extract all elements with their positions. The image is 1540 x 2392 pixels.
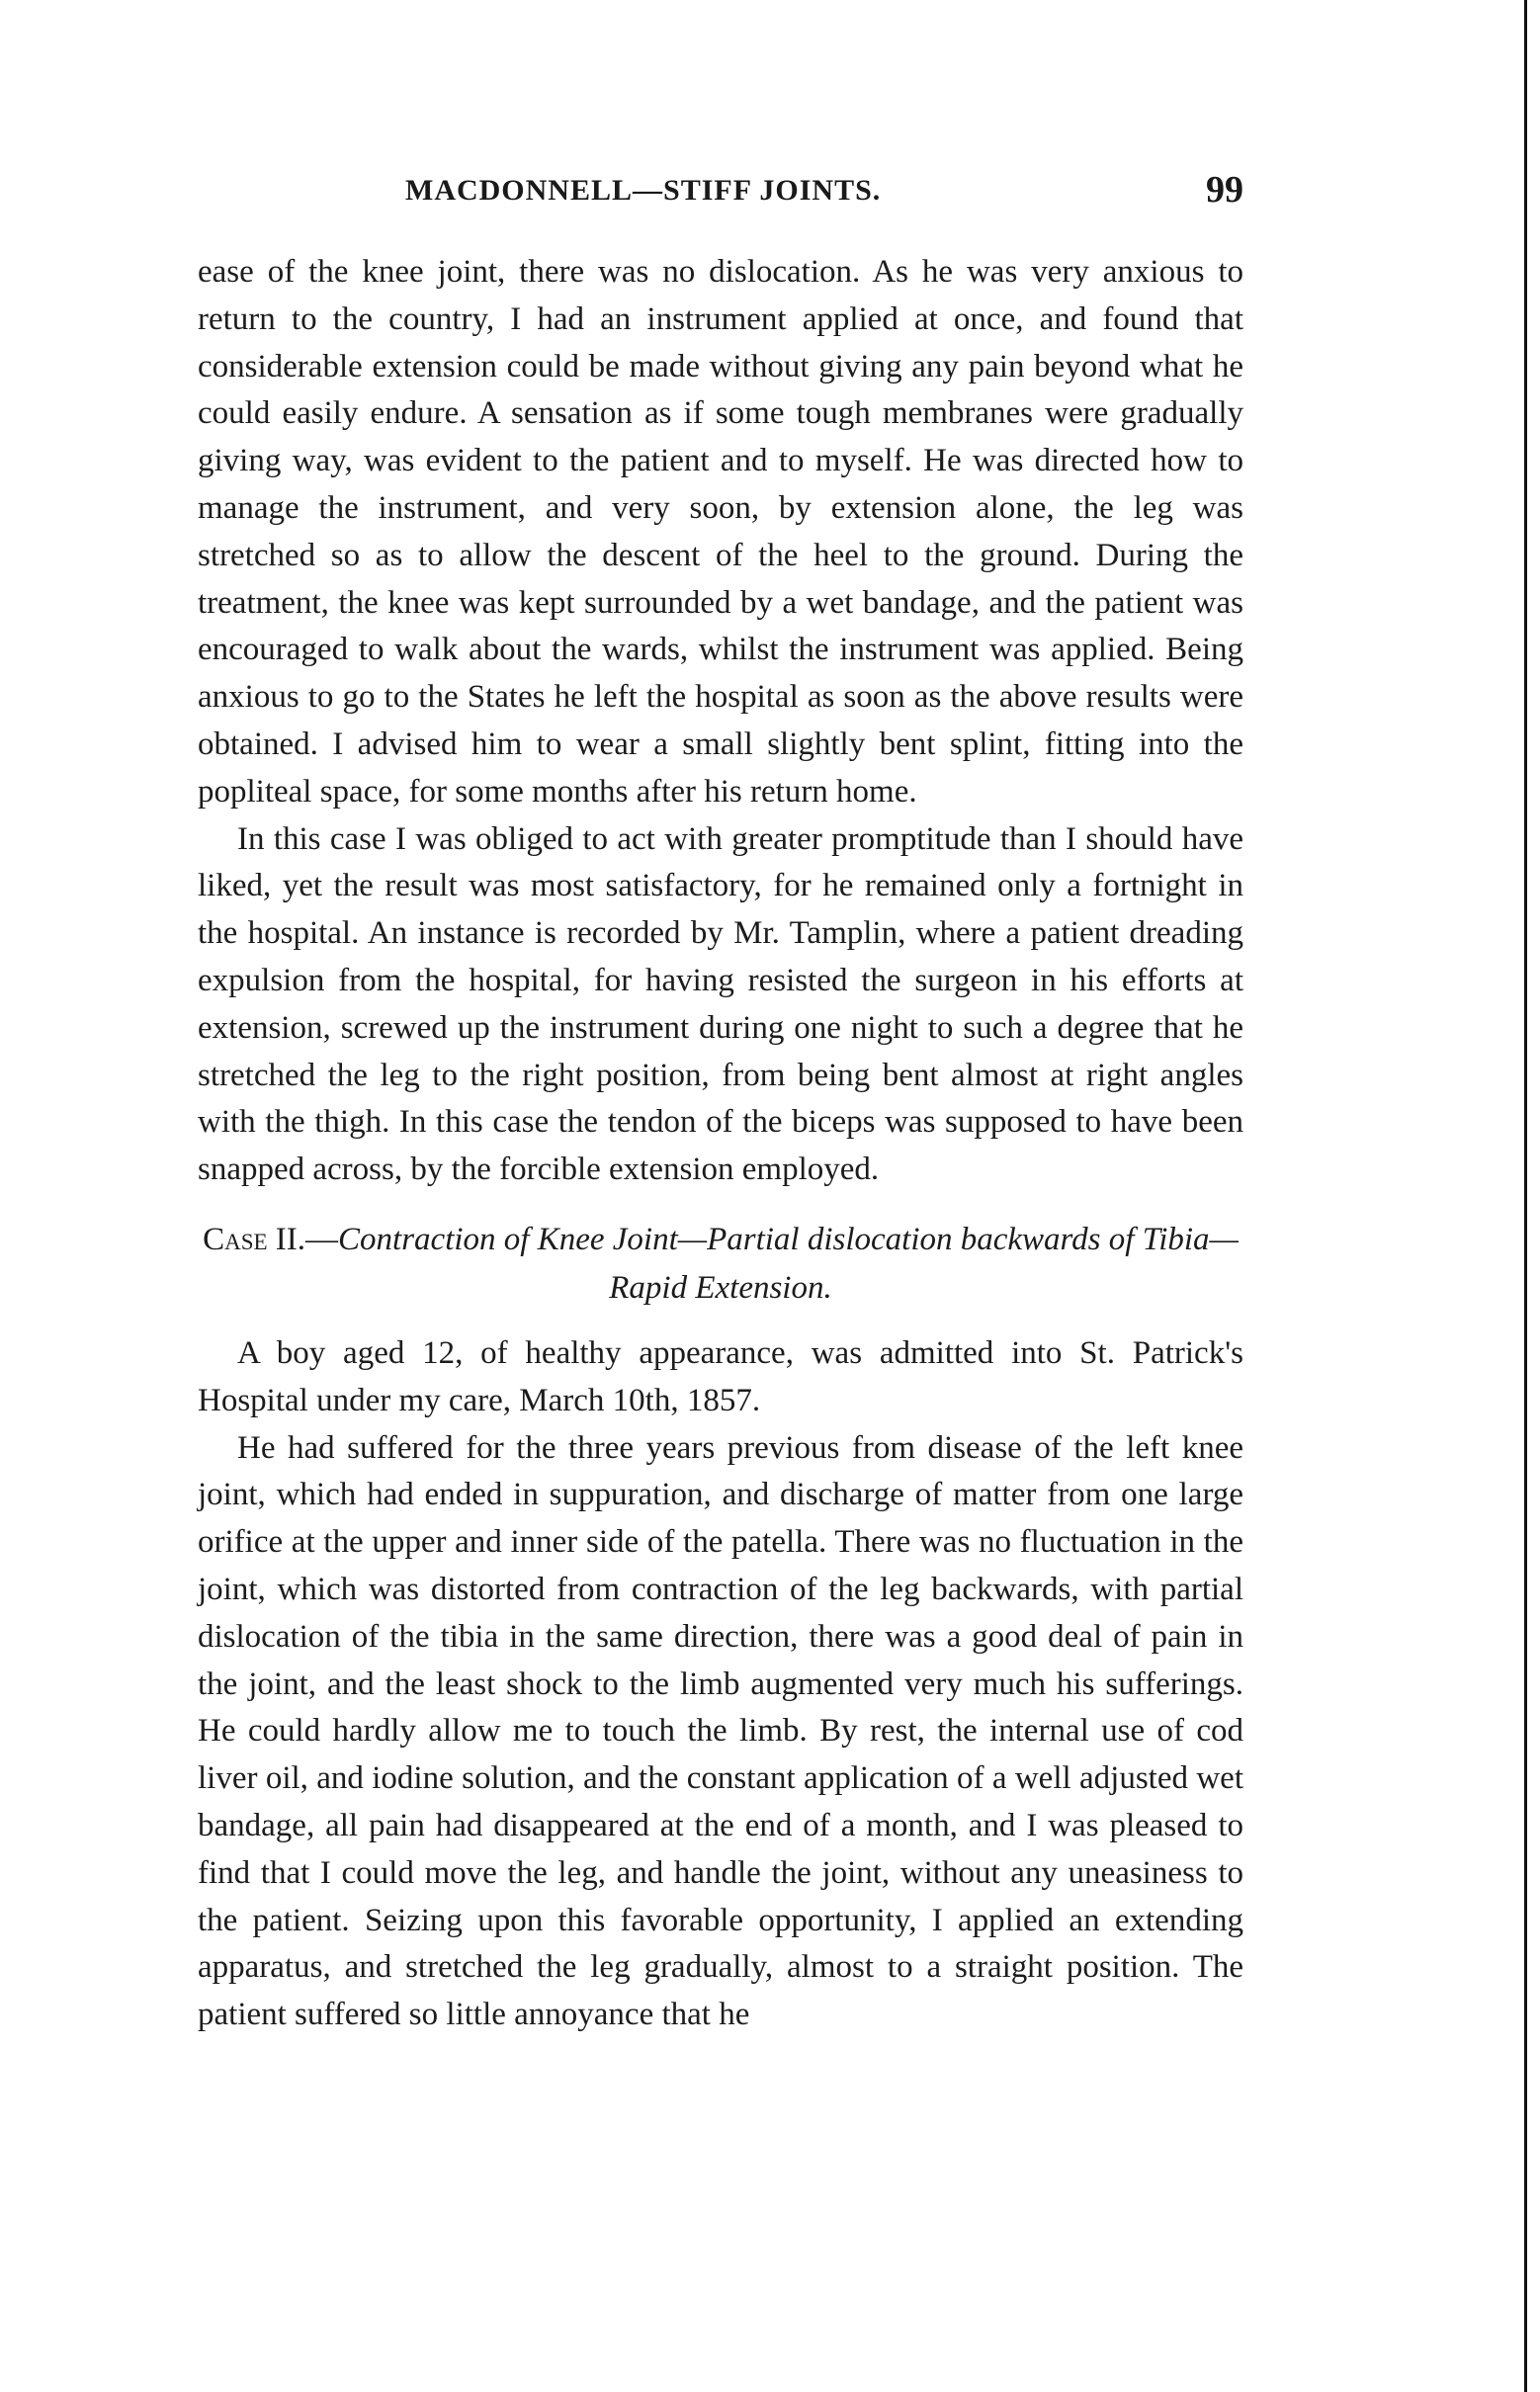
case-title: Contraction of Knee Joint—Partial dislocation backwards of Tibia—Rapid Extension. bbox=[338, 1221, 1239, 1306]
page-number: 99 bbox=[1206, 169, 1243, 211]
paragraph: In this case I was obliged to act with greater promptitude than I should have liked, yet the result was most satisfactory, for he remained only a fortnight in the hospital. An instance is recorded by Mr. Tamplin, where a patient dreading expulsion from the hospital, for having resisted the surgeon in his efforts at extension, screwed up the instrument during one night to such a degree that he stretched the leg to the right position, from being bent almost at right angles with the thigh. In this case the tendon of the biceps was supposed to have been snapped across, by the forcible extension employed. bbox=[198, 820, 1243, 1188]
running-head: MACDONNELL—STIFF JOINTS. bbox=[405, 174, 882, 207]
paragraph: He had suffered for the three years previous from disease of the left knee joint, which had ended in suppuration, and discharge of matter from one large orifice at the upper and inner side of the patella. There was no fluctuation in the joint, which was distorted from contraction of the leg backwards, with partial dislocation of the tibia in the same direction, there was a good deal of pain in the joint, and the least shock to the limb augmented very much his sufferings. He could hardly allow me to touch the limb. By rest, the internal use of cod liver oil, and iodine solution, and the constant application of a well adjusted wet bandage, all pain had disappeared at the end of a month, and I was pleased to find that I could move the leg, and handle the joint, without any uneasiness to the patient. Seizing upon this favorable opportunity, I applied an extending apparatus, and stretched the leg gradually, almost to a straight position. The patient suffered so little annoyance that he bbox=[198, 1429, 1243, 2033]
case-label: Case II.— bbox=[203, 1221, 339, 1257]
paragraph-continuation: ease of the knee joint, there was no dislocation. As he was very anxious to return to the country, I had an instrument applied at once, and found that considerable extension could be made without giving any pain beyond what he could easily endure. A sensation as if some tough membranes were gradually giving way, was evident to the patient and to myself. He was directed how to manage the instrument, and very soon, by extension alone, the leg was stretched so as to allow the descent of the heel to the ground. During the treatment, the knee was kept surrounded by a wet bandage, and the patient was encouraged to walk about the wards, whilst the instrument was applied. Being anxious to go to the States he left the hospital as soon as the above results were obtained. I advised him to wear a small slightly bent splint, fitting into the popliteal space, for some months after his return home. bbox=[198, 254, 1243, 810]
body-text bbox=[198, 249, 1243, 2039]
case-heading bbox=[198, 1216, 1243, 1313]
page-header bbox=[198, 169, 1243, 229]
paragraph: A boy aged 12, of healthy appearance, was admitted into St. Patrick's Hospital under my care, March 10th, 1857. bbox=[198, 1334, 1243, 1418]
page-edge-rule bbox=[1524, 0, 1527, 2392]
